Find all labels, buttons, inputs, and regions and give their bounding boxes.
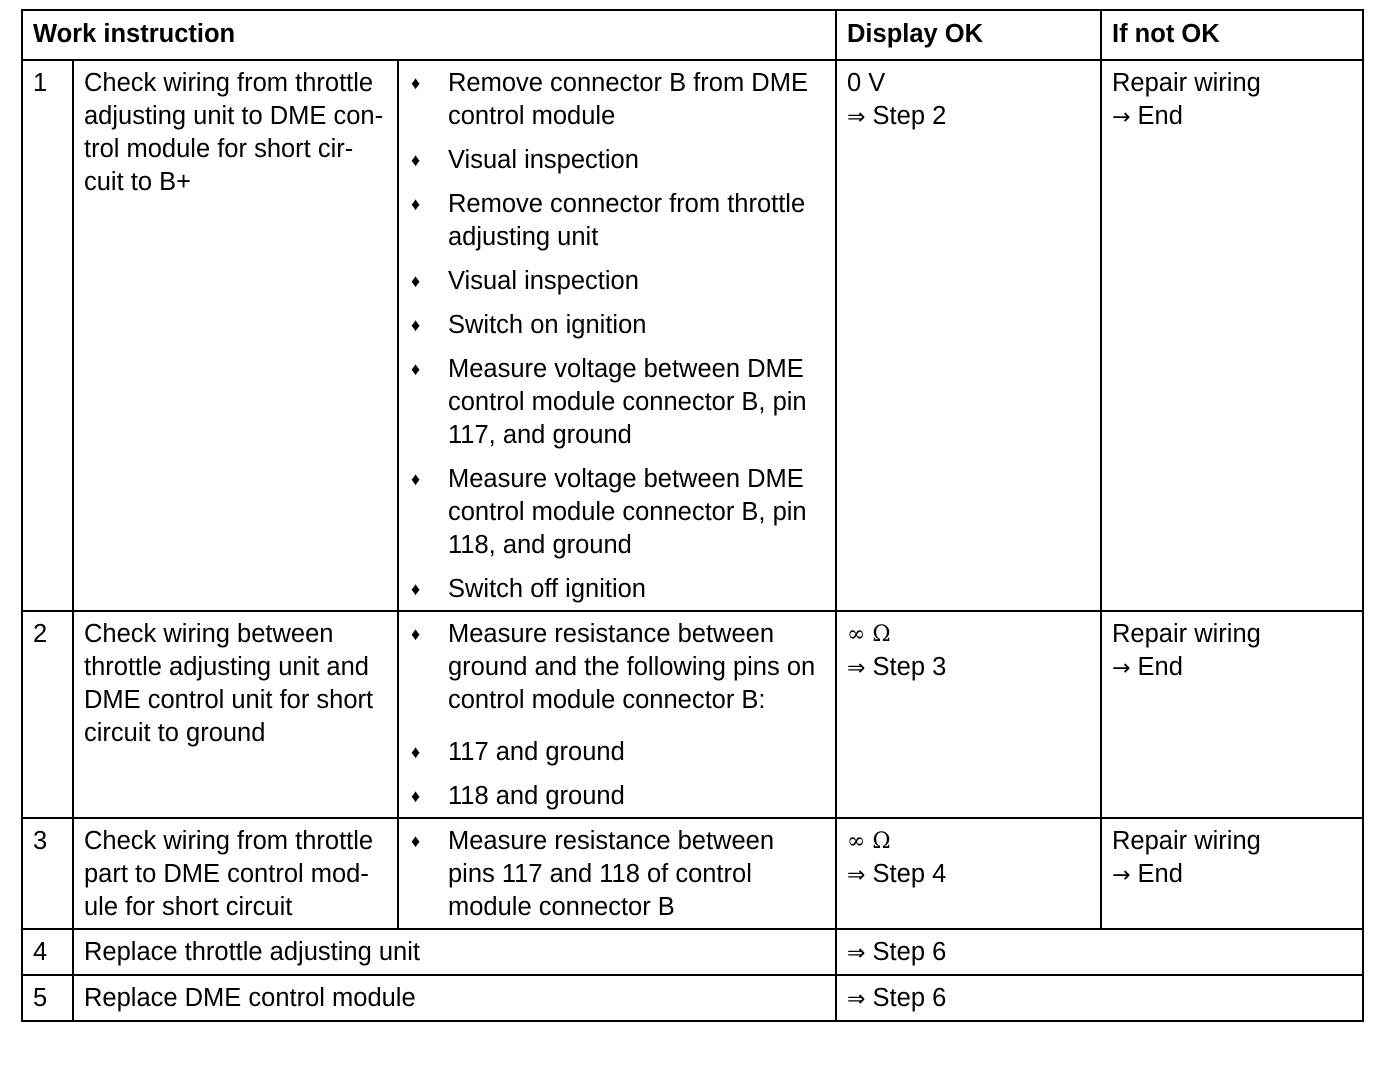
notok-action: Repair wiring — [1112, 827, 1261, 855]
diamond-bullet-icon: ♦ — [411, 359, 421, 379]
table-row — [22, 975, 1363, 1021]
check-line: Check wiring from throttle — [84, 827, 374, 855]
instruction-text: Replace throttle adjusting unit — [73, 929, 836, 975]
diamond-bullet-icon: ♦ — [411, 271, 421, 291]
list-item: ♦ Switch on ignition — [409, 309, 825, 342]
check-description — [73, 818, 398, 929]
diamond-bullet-icon: ♦ — [411, 579, 421, 599]
step-number: 5 — [22, 975, 73, 1021]
step-number: 2 — [22, 611, 73, 818]
check-line: circuit to ground — [84, 719, 266, 747]
check-description — [73, 60, 398, 611]
diamond-bullet-icon: ♦ — [411, 469, 421, 489]
check-line: Check wiring from throttle — [84, 69, 374, 97]
right-arrow-icon: → — [1112, 863, 1131, 888]
if-not-ok-cell — [1101, 818, 1363, 929]
implies-arrow-icon: ⇒ — [847, 105, 866, 130]
notok-action: Repair wiring — [1112, 69, 1261, 97]
table-row — [22, 60, 1363, 611]
diamond-bullet-icon: ♦ — [411, 742, 421, 762]
table-row — [22, 929, 1363, 975]
display-ok-cell — [836, 611, 1101, 818]
table-row — [22, 818, 1363, 929]
implies-arrow-icon: ⇒ — [847, 987, 866, 1012]
right-arrow-icon: → — [1112, 656, 1131, 681]
check-line: DME control unit for short — [84, 686, 374, 714]
display-next-step: Step 2 — [872, 102, 947, 130]
list-item: ♦ Measure resistance between pins 117 and 118 of control module connector B — [411, 827, 775, 921]
list-item: ♦ Remove connector B from DME control module — [411, 69, 808, 130]
list-item: ♦ Measure voltage between DME control module connector B, pin 118, and ground — [411, 465, 807, 559]
display-value: ∞ Ω — [847, 622, 891, 647]
list-item: ♦ Remove connector from throttle adjusting unit — [411, 190, 806, 251]
list-item: ♦ 117 and ground — [409, 736, 825, 769]
if-not-ok-cell — [1101, 611, 1363, 818]
display-ok-cell — [836, 60, 1101, 611]
diamond-bullet-icon: ♦ — [411, 624, 421, 644]
procedure-steps — [398, 818, 836, 929]
table-row — [22, 611, 1363, 818]
list-item: ♦ Measure resistance between ground and the following pins on control module connector B: — [411, 620, 816, 714]
list-item: ♦ Visual inspection — [409, 144, 825, 177]
list-item: ♦ 118 and ground — [409, 780, 825, 813]
diamond-bullet-icon: ♦ — [411, 150, 421, 170]
step-number: 4 — [22, 929, 73, 975]
implies-arrow-icon: ⇒ — [847, 941, 866, 966]
check-description — [73, 611, 398, 818]
display-value: 0 V — [847, 69, 886, 97]
notok-next-step: End — [1137, 860, 1183, 888]
display-next-step: Step 3 — [872, 653, 947, 681]
procedure-steps — [398, 611, 836, 818]
diamond-bullet-icon: ♦ — [411, 194, 421, 214]
diamond-bullet-icon: ♦ — [411, 315, 421, 335]
step-number: 1 — [22, 60, 73, 611]
diamond-bullet-icon: ♦ — [411, 831, 421, 851]
check-line: throttle adjusting unit and — [84, 653, 369, 681]
implies-arrow-icon: ⇒ — [847, 656, 866, 681]
header-row — [22, 10, 1363, 60]
instruction-text: Replace DME control module — [73, 975, 836, 1021]
step-number: 3 — [22, 818, 73, 929]
if-not-ok-cell — [1101, 60, 1363, 611]
list-item: ♦ Visual inspection — [409, 265, 825, 298]
header-work-instruction: Work instruction — [22, 10, 836, 60]
display-ok-cell — [836, 929, 1363, 975]
header-if-not-ok: If not OK — [1101, 10, 1363, 60]
check-line: trol module for short cir- — [84, 135, 354, 163]
list-item: ♦ Measure voltage between DME control module connector B, pin 117, and ground — [411, 355, 807, 449]
check-line: part to DME control mod- — [84, 860, 369, 888]
check-line: ule for short circuit — [84, 893, 293, 921]
notok-next-step: End — [1137, 102, 1183, 130]
display-next-step: Step 4 — [872, 860, 947, 888]
list-item: ♦ Switch off ignition — [409, 573, 825, 606]
procedure-steps — [398, 60, 836, 611]
diamond-bullet-icon: ♦ — [411, 786, 421, 806]
check-line: adjusting unit to DME con- — [84, 102, 384, 130]
notok-next-step: End — [1137, 653, 1183, 681]
check-line: Check wiring between — [84, 620, 334, 648]
display-ok-cell — [836, 975, 1363, 1021]
header-display-ok: Display OK — [836, 10, 1101, 60]
display-next-step: Step 6 — [872, 938, 947, 966]
display-next-step: Step 6 — [872, 984, 947, 1012]
check-line: cuit to B+ — [84, 168, 192, 196]
display-ok-cell — [836, 818, 1101, 929]
implies-arrow-icon: ⇒ — [847, 863, 866, 888]
right-arrow-icon: → — [1112, 105, 1131, 130]
display-value: ∞ Ω — [847, 829, 891, 854]
notok-action: Repair wiring — [1112, 620, 1261, 648]
work-instruction-table — [21, 9, 1364, 1022]
diamond-bullet-icon: ♦ — [411, 73, 421, 93]
